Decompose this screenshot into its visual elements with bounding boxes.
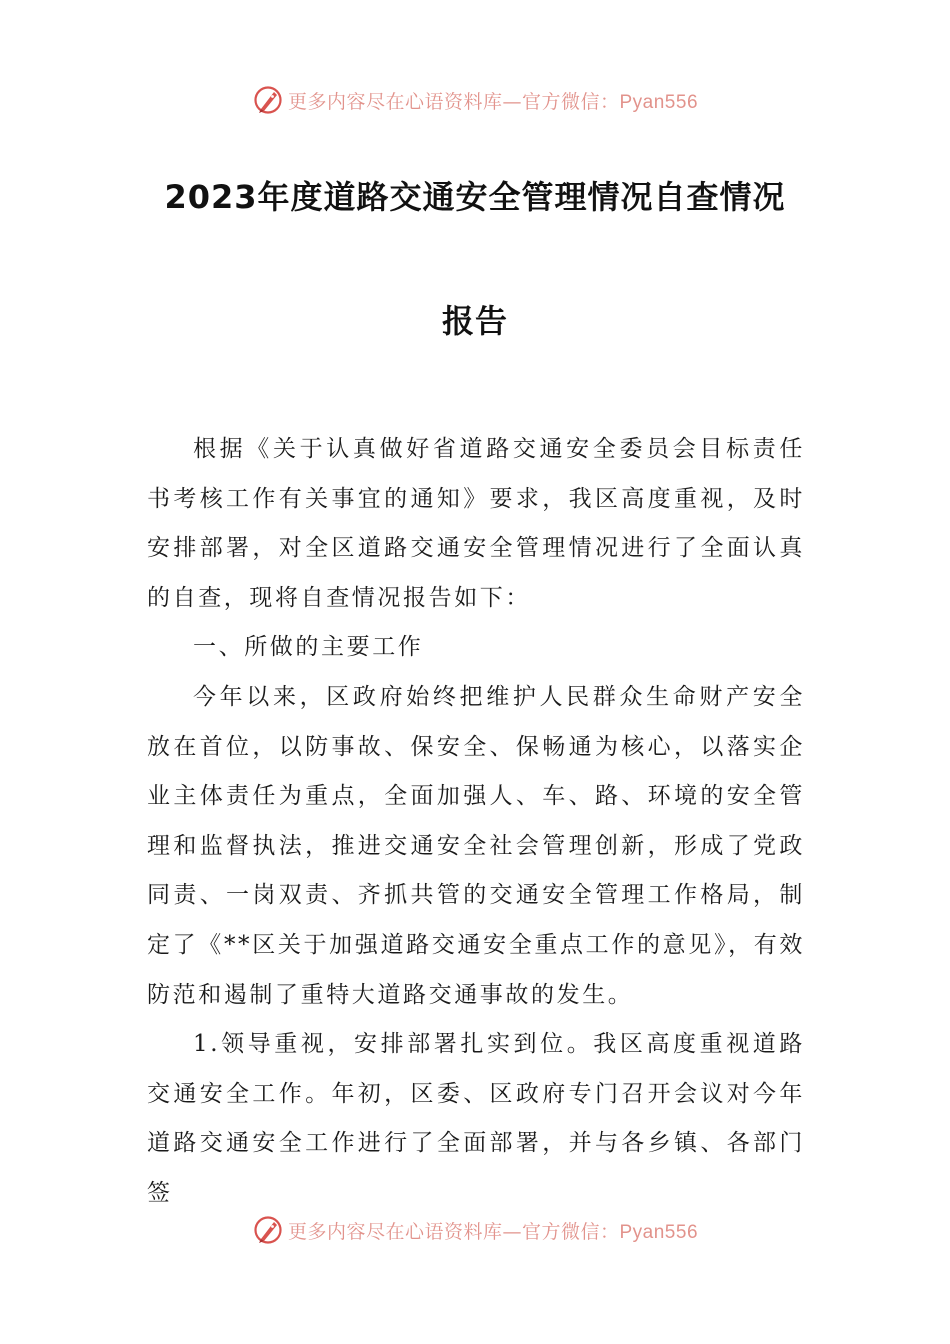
document-title-line-1: 2023年度道路交通安全管理情况自查情况 xyxy=(164,178,786,216)
document-body xyxy=(147,425,805,1219)
pen-nib-in-circle-icon xyxy=(252,84,284,116)
body-paragraph-overview: 今年以来，区政府始终把维护人民群众生命财产安全放在首位，以防事故、保安全、保畅通为核心，以落实企业主体责任为重点，全面加强人、车、路、环境的安全管理和监督执法，推进交通安全社会管理创新，形成了党政同责、一岗双责、齐抓共管的交通安全管理工作格局，制定了《**区关于加强道路交通安全重点工作的意见》，有效防范和遏制了重特大道路交通事故的发生。 xyxy=(147,683,805,1008)
section-heading-main-work: 一、所做的主要工作 xyxy=(193,634,424,661)
pen-nib-in-circle-icon xyxy=(252,1214,284,1246)
footer-banner-text xyxy=(288,1217,698,1244)
body-paragraph-item-1: 1.领导重视，安排部署扎实到位。我区高度重视道路交通安全工作。年初，区委、区政府专门召开会议对今年道路交通安全工作进行了全面部署，并与各乡镇、各部门签 xyxy=(147,1031,805,1206)
header-banner-text xyxy=(288,87,698,114)
header-banner-label: 更多内容尽在心语资料库—官方微信： xyxy=(287,90,620,113)
header-wechat-id: Pyan556 xyxy=(619,91,699,113)
footer-wechat-id: Pyan556 xyxy=(619,1221,699,1243)
body-paragraph-intro: 根据《关于认真做好省道路交通安全委员会目标责任书考核工作有关事宜的通知》要求，我区高度重视，及时安排部署，对全区道路交通安全管理情况进行了全面认真的自查，现将自查情况报告如下： xyxy=(147,436,805,611)
footer-banner-label: 更多内容尽在心语资料库—官方微信： xyxy=(287,1220,620,1243)
header-banner xyxy=(0,80,950,120)
document-title-line-2: 报告 xyxy=(441,302,508,340)
footer-banner xyxy=(0,1210,950,1250)
